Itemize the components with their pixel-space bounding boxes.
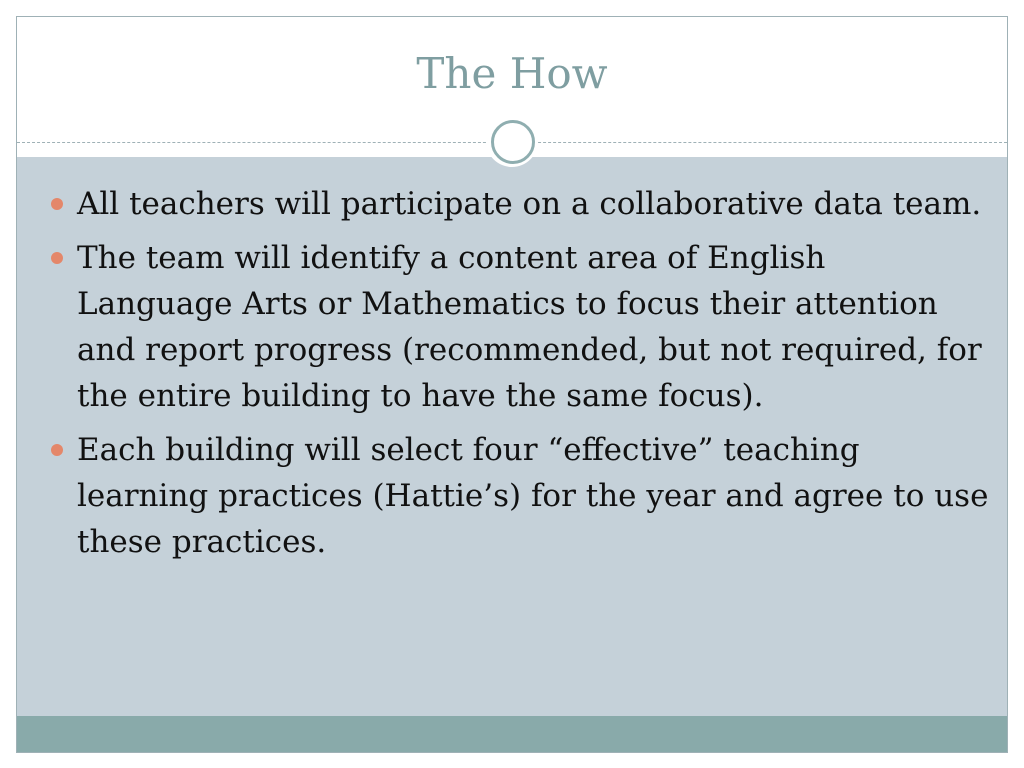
slide <box>16 16 1008 753</box>
ring-icon <box>491 120 535 164</box>
bullet-dot-icon <box>51 444 63 456</box>
slide-title: The How <box>416 49 608 98</box>
bullet-text: All teachers will participate on a collaborative data team. <box>77 186 982 222</box>
footer-band <box>17 716 1007 752</box>
bullet-item <box>49 427 989 565</box>
bullet-dot-icon <box>51 252 63 264</box>
bullet-text: The team will identify a content area of English Language Arts or Mathematics to focus their attention and report progress (recommended, but not required, for the entire building to have the same focus). <box>77 240 982 414</box>
bullet-list <box>49 181 989 573</box>
circle-ornament-icon <box>486 115 538 167</box>
bullet-item <box>49 181 989 227</box>
bullet-text: Each building will select four “effective” teaching learning practices (Hattie’s) for the year and agree to use these practices. <box>77 432 989 560</box>
bullet-dot-icon <box>51 198 63 210</box>
bullet-item <box>49 235 989 419</box>
